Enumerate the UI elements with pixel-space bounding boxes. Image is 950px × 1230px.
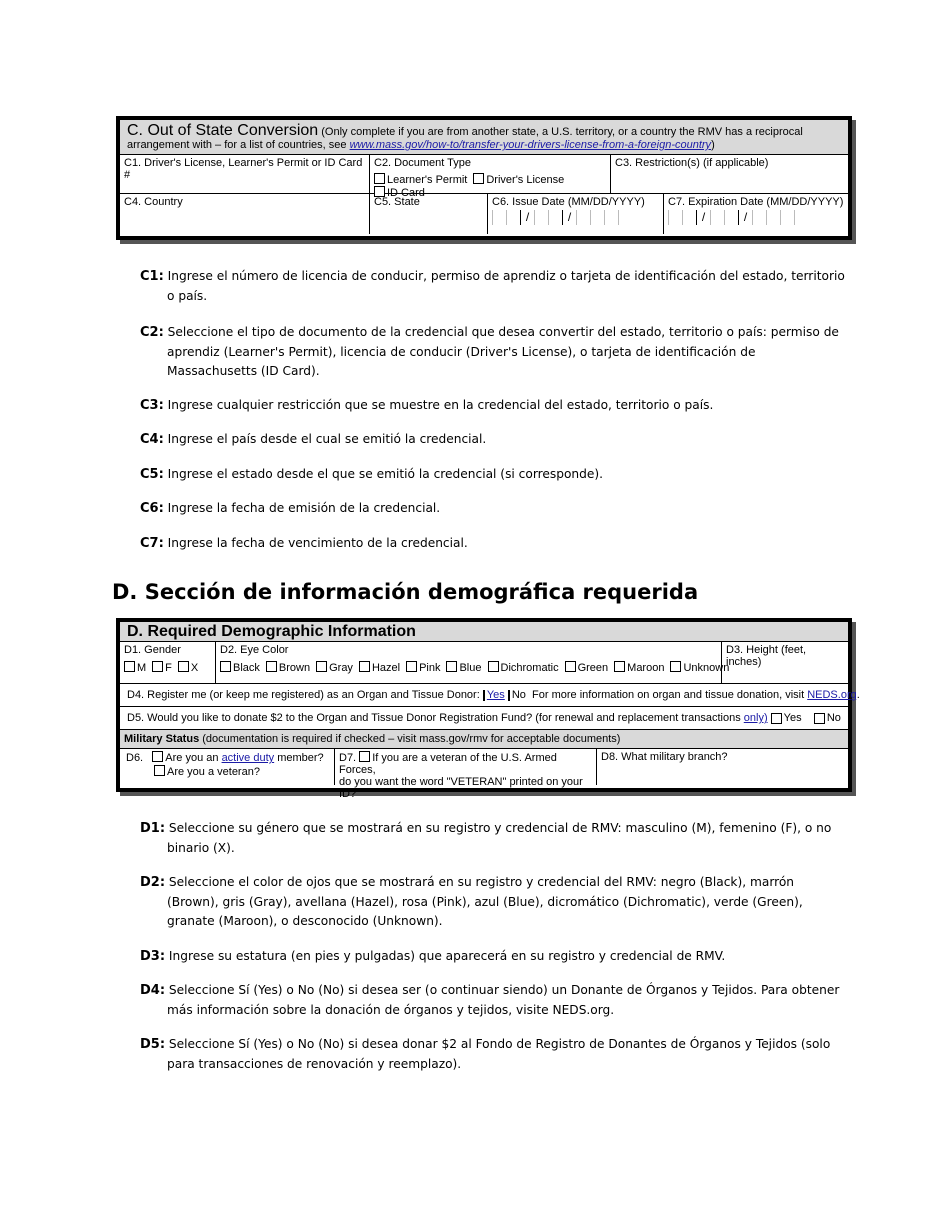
d6-veteran-checkbox[interactable] [154,765,165,776]
field-c3[interactable] [611,155,848,193]
field-d6: D6. Are you an active duty member? Are you a veteran? [120,749,335,785]
checkbox[interactable] [124,661,135,672]
label-d2: D2. Eye Color [220,644,289,656]
desc-d3: D3: Ingrese su estatura (en pies y pulgadas) que aparecerá en su registro y credencial de RMV. [140,948,726,964]
field-c1[interactable] [120,155,370,193]
checkbox[interactable] [488,661,499,672]
d2-option-maroon[interactable]: Maroon [614,661,664,674]
c2-option-learners-permit[interactable]: Learner's Permit [374,173,467,186]
checkbox[interactable] [614,661,625,672]
label-d1: D1. Gender [124,644,181,656]
checkbox[interactable] [473,173,484,184]
d2-option-brown[interactable]: Brown [266,661,310,674]
desc-d2: D2: Seleccione el color de ojos que se mostrará en su registro y credencial del RMV: negro (Black), marrón (Brown), gris (Gray), avellana (Hazel), rosa (Pink), azul (Blue), dicromático (Dichromatic), verde (Green), granate (Maroon), o desconocido (Unknown). [140,875,803,928]
form-c-out-of-state [116,116,852,240]
field-d8[interactable] [597,749,848,785]
form-d-demographic [116,618,860,800]
field-c7[interactable] [664,194,848,234]
d4-yes-checkbox[interactable] [483,690,485,701]
d2-option-gray[interactable]: Gray [316,661,353,674]
label-c6: C6. Issue Date (MM/DD/YYYY) [492,196,645,208]
d2-option-black[interactable]: Black [220,661,260,674]
field-c6[interactable] [488,194,664,234]
d4-no-checkbox[interactable] [508,690,510,701]
form-c-title: C. Out of State Conversion [127,122,319,139]
d5-yes-checkbox[interactable] [771,713,782,724]
desc-d5: D5: Seleccione Sí (Yes) o No (No) si desea donar $2 al Fondo de Registro de Donantes de Órganos y Tejidos (solo para transacciones de renovación y reemplazo). [140,1037,831,1071]
form-c-intro-end: ) [711,139,715,151]
desc-c6: C6: Ingrese la fecha de emisión de la credencial. [140,501,441,516]
field-d7: D7. If you are a veteran of the U.S. Armed Forces, do you want the word "VETERAN" printed on your ID? [335,749,597,785]
d5-no-checkbox[interactable] [814,713,825,724]
c7-date-boxes[interactable]: / / [668,210,844,225]
field-d2 [216,642,730,683]
label-c2: C2. Document Type [374,157,472,169]
desc-d1: D1: Seleccione su género que se mostrará en su registro y credencial de RMV: masculino (M), femenino (F), o no binario (X). [140,821,832,855]
label-c5: C5. State [374,196,420,208]
d1-option-m[interactable]: M [124,661,146,674]
label-c1: C1. Driver's License, Learner's Permit or ID Card # [124,157,363,181]
checkbox[interactable] [152,661,163,672]
d2-option-unknown[interactable]: Unknown [670,661,729,674]
desc-c5: C5: Ingrese el estado desde el que se emitió la credencial (si corresponde). [140,466,603,482]
form-d-title: D. Required Demographic Information [127,623,416,640]
d7-veteran-print-checkbox[interactable] [359,751,370,762]
c2-option-drivers-license[interactable]: Driver's License [473,173,564,186]
checkbox[interactable] [359,661,370,672]
desc-c2: C2: Seleccione el tipo de documento de la credencial que desea convertir del estado, territorio o país: permiso de aprendiz (Learner's Permit), licencia de conducir (Driver's License), o tarjeta de identificación de Massachusetts (ID Card). [140,325,839,378]
checkbox[interactable] [670,661,681,672]
field-d4: D4. Register me (or keep me registered) as an Organ and Tissue Donor: Yes No For more information on organ and tissue donation, visit NEDS.org . [120,684,848,707]
d6-active-duty-checkbox[interactable] [152,751,163,762]
checkbox[interactable] [374,173,385,184]
form-d-header [120,622,848,642]
d1-option-x[interactable]: X [178,661,198,674]
desc-c7: C7: Ingrese la fecha de vencimiento de la credencial. [140,535,468,551]
desc-c3: C3: Ingrese cualquier restricción que se muestre en la credencial del estado, territorio o país. [140,397,714,413]
checkbox[interactable] [266,661,277,672]
label-d3: D3. Height (feet, inches) [726,644,807,668]
field-d5: D5. Would you like to donate $2 to the Organ and Tissue Donor Registration Fund? (for renewal and replacement transactions only) Yes No [120,707,848,730]
label-c4: C4. Country [124,196,183,208]
d2-option-hazel[interactable]: Hazel [359,661,400,674]
c6-date-boxes[interactable]: / / [492,210,659,225]
field-c4[interactable] [120,194,370,234]
checkbox[interactable] [220,661,231,672]
d2-option-green[interactable]: Green [565,661,609,674]
military-status-header: Military Status (documentation is required if checked – visit mass.gov/rmv for acceptable documents) [120,730,848,749]
d2-option-blue[interactable]: Blue [446,661,481,674]
c2-option-id-card[interactable]: ID Card [374,186,425,199]
d-descriptions [140,819,845,1074]
checkbox[interactable] [406,661,417,672]
desc-d4: D4: Seleccione Sí (Yes) o No (No) si desea ser (o continuar siendo) un Donante de Órganos y Tejidos. Para obtener más información sobre la donación de órganos y tejidos, visite NEDS.org. [140,983,840,1017]
neds-link[interactable]: NEDS.org [807,689,857,701]
label-c3: C3. Restriction(s) (if applicable) [615,157,769,169]
desc-c4: C4: Ingrese el país desde el cual se emitió la credencial. [140,432,487,447]
checkbox[interactable] [178,661,189,672]
form-c-link[interactable]: www.mass.gov/how-to/transfer-your-drivers-license-from-a-foreign-country [349,139,712,151]
field-c2 [370,155,611,199]
field-c5[interactable] [370,194,488,234]
field-d1 [120,642,216,683]
label-c7: C7. Expiration Date (MM/DD/YYYY) [668,196,844,208]
section-d-title: D. Sección de información demográfica requerida [112,580,699,604]
checkbox[interactable] [446,661,457,672]
d2-option-dichromatic[interactable]: Dichromatic [488,661,559,674]
d2-option-pink[interactable]: Pink [406,661,440,674]
form-c-intro: (Only complete if you are from another state, a U.S. territory, or a country the RMV has a reciprocal arrangement with – for a list of countries, see [127,126,803,151]
label-d8: D8. What military branch? [601,751,728,763]
desc-c1: C1: Ingrese el número de licencia de conducir, permiso de aprendiz o tarjeta de identificación del estado, territorio o país. [140,269,845,303]
c-descriptions [140,267,845,553]
d1-option-f[interactable]: F [152,661,172,674]
checkbox[interactable] [316,661,327,672]
form-c-header [120,120,848,155]
field-d3[interactable] [722,642,848,683]
checkbox[interactable] [565,661,576,672]
